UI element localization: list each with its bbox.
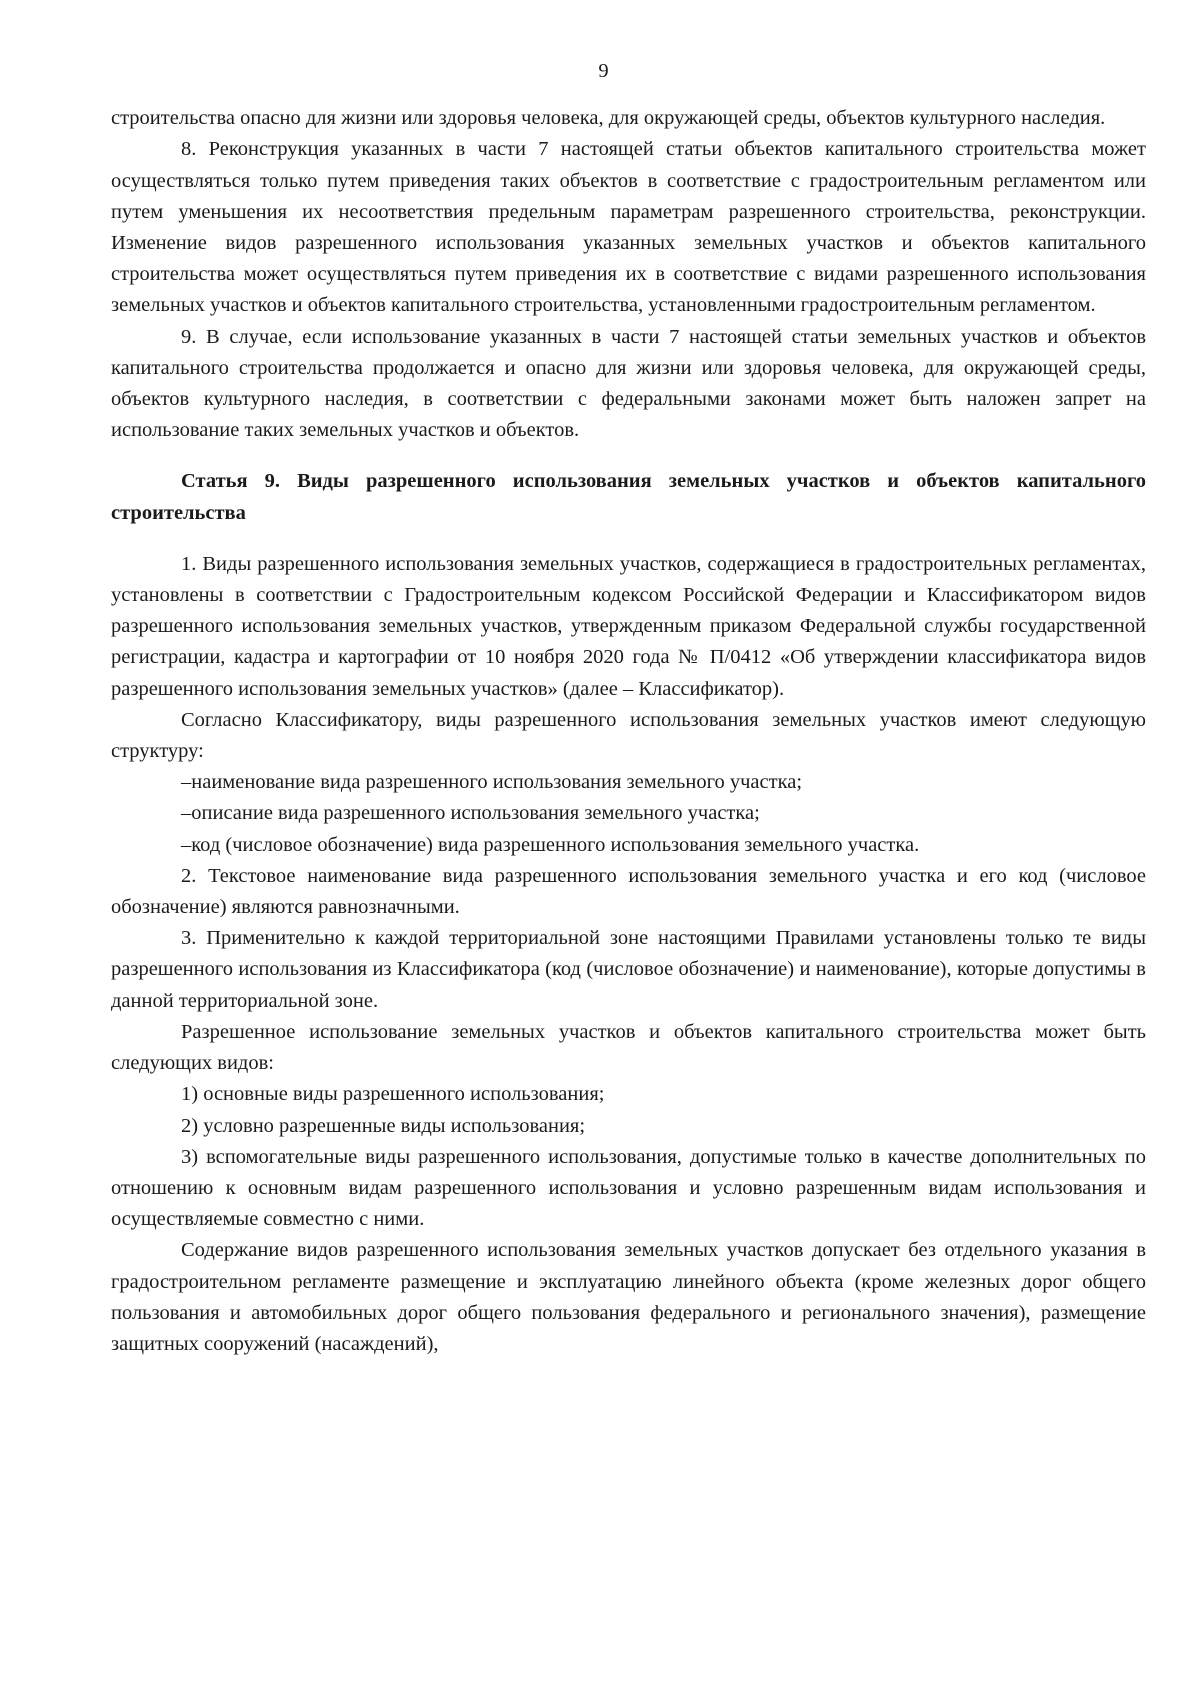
list-item: 2) условно разрешенные виды использования;: [181, 1114, 586, 1137]
list-item: –наименование вида разрешенного использования земельного участка;: [181, 771, 803, 794]
paragraph-item-1: 1. Виды разрешенного использования земельных участков, содержащиеся в градостроительных регламентах, установлены в соответствии с Градостроительным кодексом Российской Федерации и Классификатором видов разрешенного использования земельных участков, утвержденным приказом Федеральной службы государственной регистрации, кадастра и картографии от 10 ноября 2020 года № П/0412 «Об утверждении классификатора видов разрешенного использования земельных участков» (далее – Классификатор).: [111, 552, 1146, 700]
list-item: 3) вспомогательные виды разрешенного использования, допустимые только в качестве дополнительных по отношению к основным видам разрешенного использования и условно разрешенным видам использования и осуществляемые совместно с ними.: [111, 1145, 1146, 1231]
paragraph-content: Содержание видов разрешенного использования земельных участков допускает без отдельного указания в градостроительном регламенте размещение и эксплуатацию линейного объекта (кроме железных дорог общего пользования и автомобильных дорог общего пользования федерального и регионального значения), размещение защитных сооружений (насаждений),: [111, 1239, 1146, 1355]
article-title: Статья 9. Виды разрешенного использования земельных участков и объектов капитального строительства: [111, 470, 1146, 524]
list-item: –описание вида разрешенного использования земельного участка;: [181, 802, 760, 825]
section-spacer: [111, 529, 1146, 549]
section-spacer: [111, 446, 1146, 466]
paragraph-item-8: 8. Реконструкция указанных в части 7 настоящей статьи объектов капитального строительства может осуществляться только путем приведения таких объектов в соответствие с градостроительным регламентом или путем уменьшения их несоответствия предельным параметрам разрешенного строительства, реконструкции. Изменение видов разрешенного использования указанных земельных участков и объектов капитального строительства может осуществляться путем приведения их в соответствие с видами разрешенного использования земельных участков и объектов капитального строительства, установленными градостроительным регламентом.: [111, 138, 1146, 317]
page-number: 9: [598, 60, 609, 82]
paragraph-item-9: 9. В случае, если использование указанных в части 7 настоящей статьи земельных участков и объектов капитального строительства продолжается и опасно для жизни или здоровья человека, для окружающей среды, объектов культурного наследия, в соответствии с федеральными законами может быть наложен запрет на использование таких земельных участков и объектов.: [111, 325, 1146, 442]
list-item: –код (числовое обозначение) вида разрешенного использования земельного участка.: [181, 833, 920, 856]
list-item: 1) основные виды разрешенного использования;: [181, 1083, 605, 1106]
paragraph-item-2: 2. Текстовое наименование вида разрешенного использования земельного участка и его код (числовое обозначение) являются равнозначными.: [111, 864, 1146, 919]
paragraph-types-intro: Разрешенное использование земельных участков и объектов капитального строительства может быть следующих видов:: [111, 1020, 1146, 1075]
paragraph-item-3: 3. Применительно к каждой территориальной зоне настоящими Правилами установлены только те виды разрешенного использования из Классификатора (код (числовое обозначение) и наименование), которые допустимы в данной территориальной зоне.: [111, 927, 1146, 1012]
paragraph-structure-intro: Согласно Классификатору, виды разрешенного использования земельных участков имеют следующую структуру:: [111, 708, 1146, 763]
paragraph-continuation: строительства опасно для жизни или здоровья человека, для окружающей среды, объектов культурного наследия.: [111, 107, 1106, 130]
